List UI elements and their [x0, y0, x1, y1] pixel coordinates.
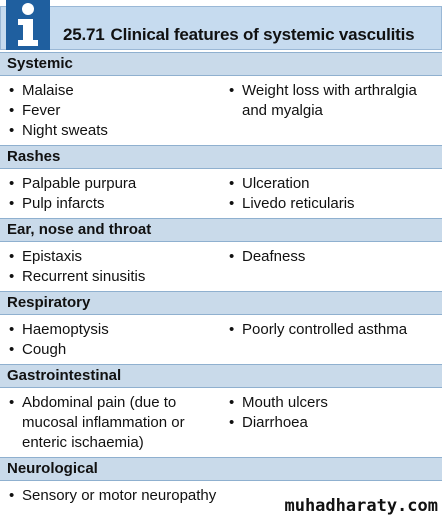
section-heading: Respiratory — [0, 291, 442, 315]
list-item: • Sensory or motor neuropathy — [9, 486, 229, 506]
left-column — [9, 247, 229, 287]
section-heading: Gastrointestinal — [0, 364, 442, 388]
right-column — [229, 393, 439, 453]
list-item: • Pulp infarcts — [9, 194, 229, 214]
section-body — [0, 315, 442, 364]
section-body — [0, 388, 442, 457]
box-title-text: Clinical features of systemic vasculitis — [110, 25, 415, 44]
section-heading: Rashes — [0, 145, 442, 169]
left-column — [9, 174, 229, 214]
box-title — [63, 25, 414, 45]
list-item: • Weight loss with arthralgia and myalgia — [229, 81, 439, 121]
list-item: • Poorly controlled asthma — [229, 320, 439, 340]
info-icon — [6, 0, 50, 50]
right-column — [229, 320, 439, 360]
right-column — [229, 174, 439, 214]
left-column — [9, 81, 229, 141]
section-heading: Systemic — [0, 52, 442, 76]
list-item: • Night sweats — [9, 121, 229, 141]
list-item: • Haemoptysis — [9, 320, 229, 340]
list-item: • Deafness — [229, 247, 439, 267]
section-body — [0, 169, 442, 218]
list-item: • Livedo reticularis — [229, 194, 439, 214]
list-item: • Diarrhoea — [229, 413, 439, 433]
feature-table — [0, 52, 442, 510]
left-column — [9, 486, 229, 506]
section-heading: Neurological — [0, 457, 442, 481]
section-heading: Ear, nose and throat — [0, 218, 442, 242]
right-column — [229, 81, 439, 141]
left-column — [9, 393, 229, 453]
list-item: • Mouth ulcers — [229, 393, 439, 413]
list-item: • Abdominal pain (due to mucosal inflammation or enteric ischaemia) — [9, 393, 229, 453]
list-item: • Malaise — [9, 81, 229, 101]
box-number: 25.71 — [63, 25, 105, 44]
section-body — [0, 242, 442, 291]
watermark: muhadharaty.com — [284, 496, 438, 516]
list-item: • Cough — [9, 340, 229, 360]
list-item: • Fever — [9, 101, 229, 121]
list-item: • Ulceration — [229, 174, 439, 194]
list-item: • Recurrent sinusitis — [9, 267, 229, 287]
list-item: • Epistaxis — [9, 247, 229, 267]
title-bar — [0, 6, 442, 50]
left-column — [9, 320, 229, 360]
list-item: • Palpable purpura — [9, 174, 229, 194]
right-column — [229, 247, 439, 287]
section-body — [0, 76, 442, 145]
